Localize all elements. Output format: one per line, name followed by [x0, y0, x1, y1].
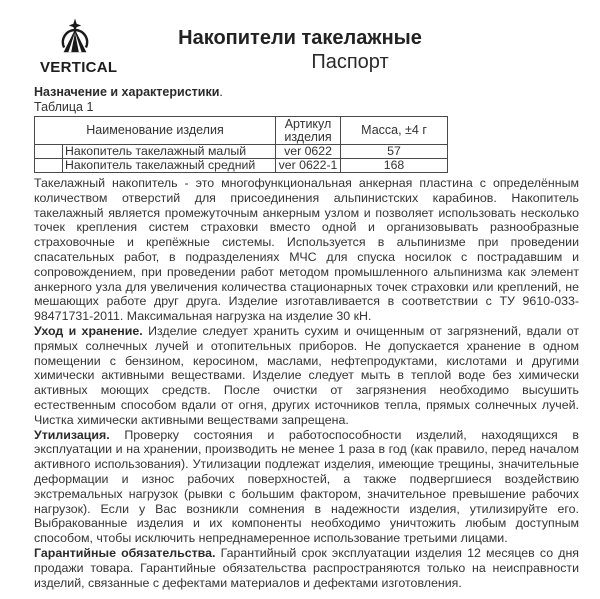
paragraph-care-body: Изделие следует хранить сухим и очищенным от загрязнений, вдали от прямых солнечных лучей и отопительных приборов. Не допускается хранение в одном помещении с бензином, керосином, маслами, нефтепродуктами, кислотами и другими химически активными веществами. Изделие следует мыть в теплой воде без химически активных моющих средств. После очистки от загрязнения необходимо высушить естественным способом вдали от огня, других источников тепла, прямых солнечных лучей. Чистка химически активными веществами запрещена.: [34, 323, 580, 427]
paragraph-care: [34, 324, 579, 428]
index-cell: [35, 159, 63, 173]
document-subtitle: Паспорт: [311, 51, 389, 73]
section-heading-period: .: [219, 85, 223, 99]
brand-name: VERTICAL: [40, 59, 118, 76]
product-article-cell: ver 0622: [276, 145, 341, 159]
paragraph-description: Такелажный накопитель - это многофункциональная анкерная пластина с определённым количеством отверстий для присоединения альпинистских карабинов. Накопитель такелажный является промежуточным анкерным узлом и позволяет использовать несколько точек крепления систем страховки вместо одной и организовывать разнообразные страховочные и крепёжные системы. Используется в альпинизме при проведении спасательных работ, в подразделениях МЧС для спуска носилок с пострадавшим и сопровождением, при проведении работ методом промышленного альпинизма как элемент анкерного узла для увеличения количества стационарных точек страховки или креплений, не мешающих работе друг друга. Изделие изготавливается в соответствии с ТУ 9610-033-98471731-2011. Максимальная нагрузка на изделие 30 кН.: [34, 176, 579, 324]
paragraph-care-lead: Уход и хранение.: [34, 323, 143, 338]
paragraph-disposal: [34, 428, 579, 546]
product-mass-cell: 57: [341, 145, 448, 159]
col-header-product-name: Наименование изделия: [35, 117, 276, 145]
section-heading-text: Назначение и характеристики: [34, 85, 220, 99]
table-row: [35, 145, 448, 159]
col-header-mass: Масса, ±4 г: [341, 117, 448, 145]
table-row: [35, 159, 448, 173]
table-caption: Таблица 1: [34, 100, 94, 114]
product-article-cell: ver 0622-1: [276, 159, 341, 173]
paragraph-disposal-lead: Утилизация.: [34, 427, 110, 442]
paragraph-warranty: [34, 546, 579, 590]
paragraph-warranty-lead: Гарантийные обязательства.: [34, 545, 216, 560]
products-table: [34, 116, 448, 173]
product-mass-cell: 168: [341, 159, 448, 173]
paragraph-disposal-body: Проверку состояния и работоспособности изделий, находящихся в эксплуатации и на хранении, производить не менее 1 раза в год (как правило, перед началом активного использования). Утилизации подлежат изделия, имеющие трещины, значительные деформации и износ рабочих поверхностей, а также подвергшиеся воздействию экстремальных нагрузок (рывки с большим фактором, значительное превышение рабочих нагрузок). Если у Вас возникли сомнения в надежности изделия, утилизируйте его. Выбракованные изделия и их компоненты необходимо уничтожить любым доступным способом, чтобы исключить непреднамеренное использование третьими лицами.: [34, 427, 579, 546]
index-cell: [35, 145, 63, 159]
table-header-row: [35, 117, 448, 145]
section-heading-purpose: [34, 86, 579, 99]
body-text: [34, 176, 579, 590]
paragraph-warranty-body: Гарантийный срок эксплуатации изделия 12 месяцев со дня продажи товара. Гарантийные обязательства распространяются только на неисправности изделий, связанные с дефектами материалов и дефектами изготовления.: [34, 545, 579, 590]
product-name-cell: Накопитель такелажный малый: [63, 145, 276, 159]
col-header-article: Артикул изделия: [276, 117, 341, 145]
document-content: [34, 86, 579, 590]
document-title: Накопители такелажные: [178, 27, 422, 49]
product-name-cell: Накопитель такелажный средний: [63, 159, 276, 173]
